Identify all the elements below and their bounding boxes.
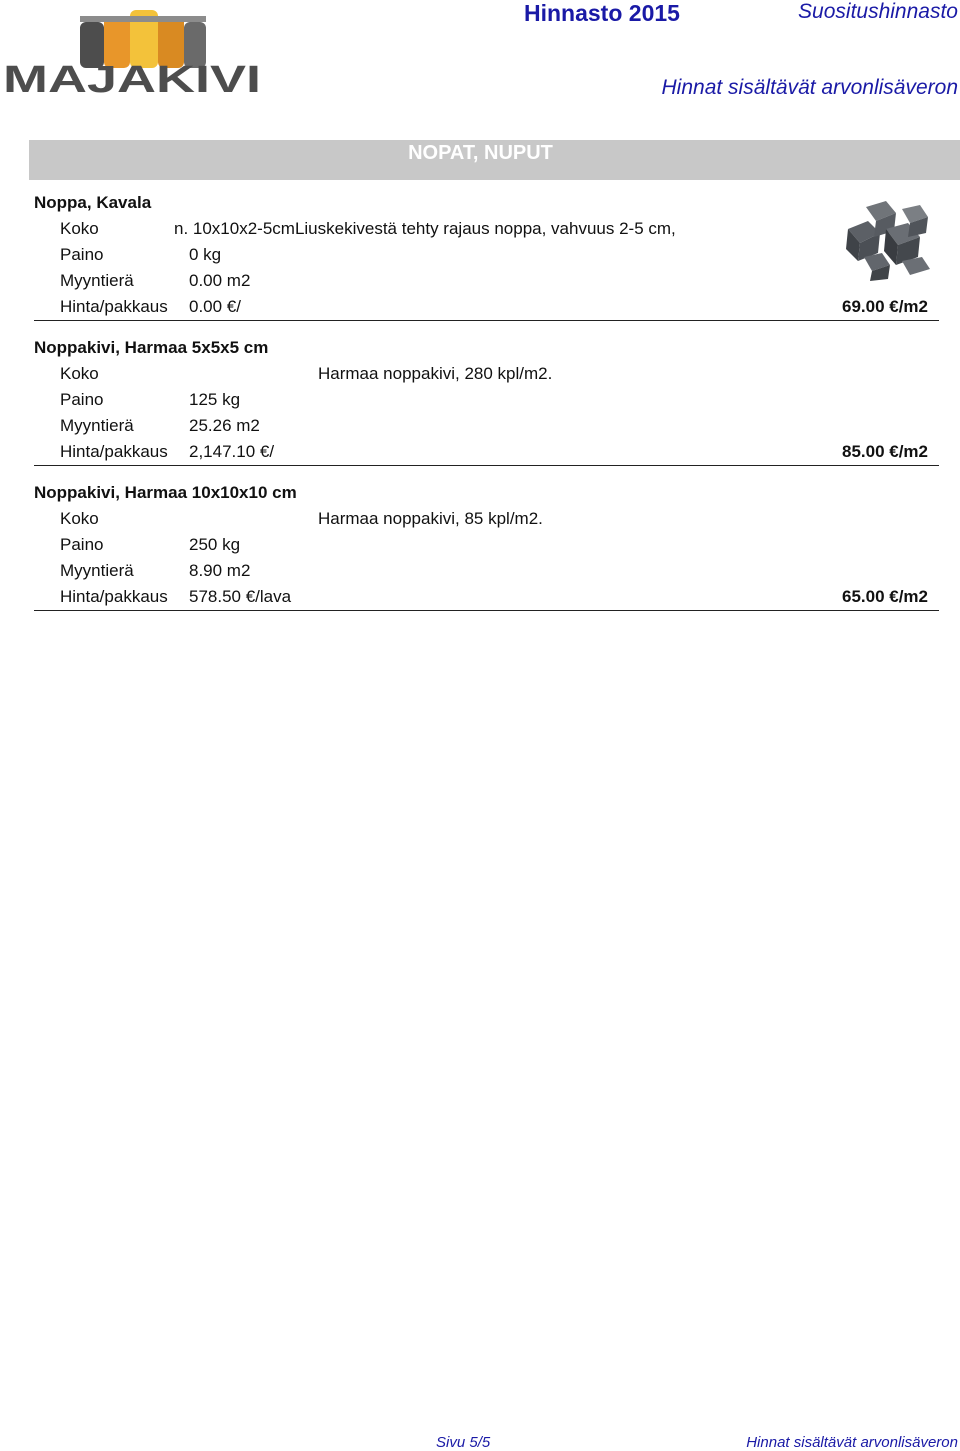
- row-value: n. 10x10x2-5cmLiuskekivestä tehty rajaus noppa, vahvuus 2-5 cm,: [174, 219, 676, 238]
- vat-note: Hinnat sisältävät arvonlisäveron: [661, 76, 958, 99]
- document-title: Hinnasto 2015: [524, 0, 680, 26]
- divider-line: [34, 465, 939, 466]
- row-label: Koko: [60, 219, 99, 238]
- divider-line: [34, 320, 939, 321]
- divider-line: [34, 610, 939, 611]
- row-label: Paino: [60, 535, 104, 554]
- row-label: Hinta/pakkaus: [60, 442, 168, 461]
- product-noppakivi-10x10x10: [34, 483, 939, 613]
- unit-price: 65.00 €/m2: [841, 587, 928, 606]
- logo-wordmark: MAJAKIVI: [3, 59, 261, 96]
- row-label: Koko: [60, 509, 99, 528]
- product-name: Noppakivi, Harmaa 10x10x10 cm: [34, 483, 297, 502]
- row-label: Koko: [60, 364, 99, 383]
- product-noppakivi-5x5x5: [34, 338, 939, 468]
- section-title: NOPAT, NUPUT: [408, 142, 553, 164]
- footer-vat-note: Hinnat sisältävät arvonlisäveron: [746, 1434, 958, 1451]
- row-value: 250 kg: [189, 535, 241, 554]
- row-value: 25.26 m2: [189, 416, 260, 435]
- page-number: Sivu 5/5: [436, 1434, 491, 1451]
- row-value: Harmaa noppakivi, 85 kpl/m2.: [318, 509, 543, 528]
- row-label: Myyntierä: [60, 416, 134, 435]
- row-value: 0.00 €/: [189, 297, 241, 316]
- product-noppa-kavala: [34, 193, 939, 323]
- row-label: Myyntierä: [60, 561, 134, 580]
- row-label: Paino: [60, 390, 104, 409]
- row-label: Hinta/pakkaus: [60, 587, 168, 606]
- row-value: 0.00 m2: [189, 271, 251, 290]
- row-label: Hinta/pakkaus: [60, 297, 168, 316]
- section-band: [29, 140, 960, 180]
- row-value: 125 kg: [189, 390, 241, 409]
- row-value: 0 kg: [189, 245, 222, 264]
- row-value: Harmaa noppakivi, 280 kpl/m2.: [318, 364, 553, 383]
- logo-graphic: [0, 8, 265, 96]
- unit-price: 85.00 €/m2: [841, 442, 928, 461]
- row-value: 8.90 m2: [189, 561, 251, 580]
- product-name: Noppakivi, Harmaa 5x5x5 cm: [34, 338, 269, 357]
- majakivi-logo: [0, 8, 265, 96]
- row-value: 2,147.10 €/: [189, 442, 275, 461]
- stone-cubes-image: [836, 199, 932, 281]
- row-label: Paino: [60, 245, 104, 264]
- document-subtitle: Suositushinnasto: [798, 0, 958, 23]
- row-label: Myyntierä: [60, 271, 134, 290]
- product-name: Noppa, Kavala: [34, 193, 152, 212]
- row-value: 578.50 €/lava: [189, 587, 292, 606]
- unit-price: 69.00 €/m2: [841, 297, 928, 316]
